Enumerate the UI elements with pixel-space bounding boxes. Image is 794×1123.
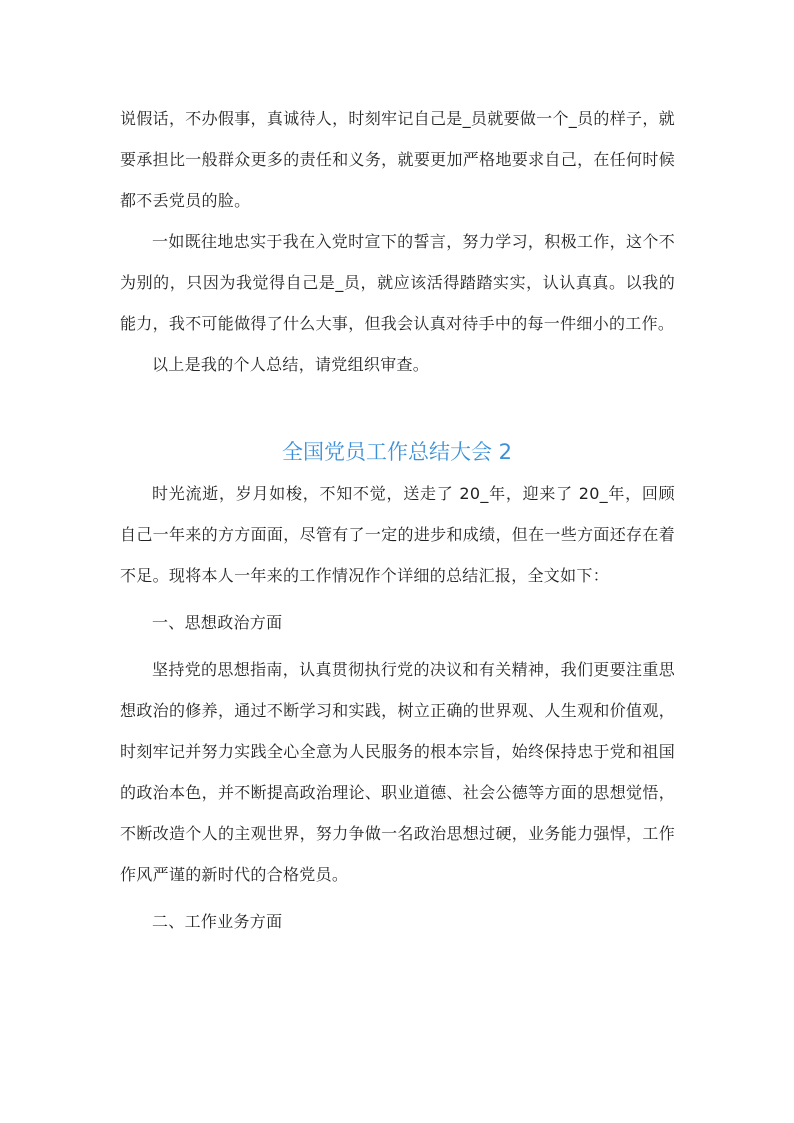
section-title: 全国党员工作总结大会 2 [281,440,513,464]
bottom-text-block [120,473,675,942]
paragraph-intro: 时光流逝，岁月如梭，不知不觉，送走了 20_年，迎来了 20_年，回顾自己一年来的方方面面，尽管有了一定的进步和成绩，但在一些方面还存在着不足。现将本人一年来的工作情况作个详细的总结汇报，全文如下： [120,484,675,585]
paragraph-continued: 说假话，不办假事，真诚待人，时刻牢记自己是_员就要做一个_员的样子，就要承担比一般群众更多的责任和义务，就要更加严格地要求自己，在任何时候都不丢党员的脸。 [120,109,675,210]
subheading-work: 二、工作业务方面 [152,912,283,931]
subheading-political: 一、思想政治方面 [152,613,283,632]
paragraph-oath: 一如既往地忠实于我在入党时宣下的誓言，努力学习，积极工作，这个不为别的，只因为我觉得自己是_员，就应该活得踏踏实实，认认真真。以我的能力，我不可能做得了什么大事，但我会认真对待手中的每一件细小的工作。 [120,232,675,333]
paragraph-political: 坚持党的思想指南，认真贯彻执行党的决议和有关精神，我们更要注重思想政治的修养，通过不断学习和实践，树立正确的世界观、人生观和价值观，时刻牢记并努力实践全心全意为人民服务的根本宗旨，始终保持忠于党和祖国的政治本色，并不断提高政治理论、职业道德、社会公德等方面的思想觉悟，不断改造个人的主观世界，努力争做一名政治思想过硬，业务能力强悍，工作作风严谨的新时代的合格党员。 [120,660,675,884]
paragraph-closing: 以上是我的个人总结，请党组织审查。 [152,355,430,374]
top-text-block [120,98,675,385]
